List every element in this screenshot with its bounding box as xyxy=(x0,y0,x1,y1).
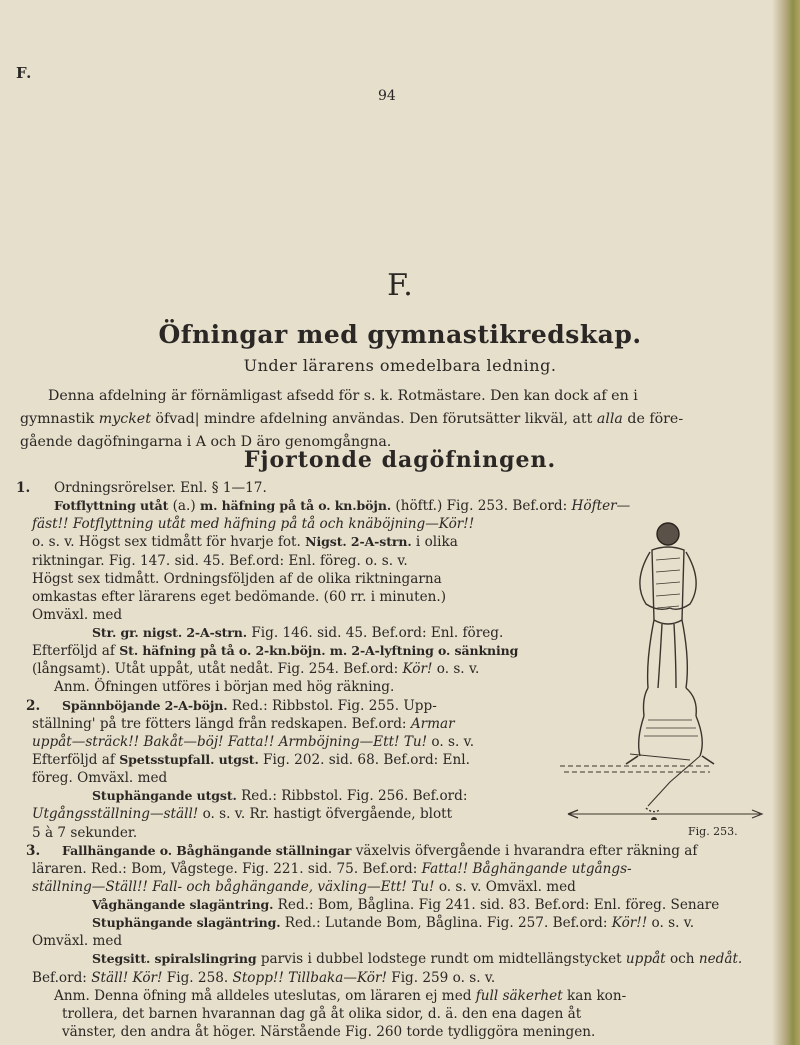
text-line: Stuphängande utgst. Red.: Ribbstol. Fig. 256. Bef.ord: xyxy=(92,788,468,804)
figure-caption: Fig. 253. xyxy=(688,825,738,838)
text-line: Efterföljd af St. häfning på tå o. 2-kn.böjn. m. 2-A-lyftning o. sänkning xyxy=(32,643,519,659)
text-line: föreg. Omväxl. med xyxy=(32,770,168,786)
item-number: 3. xyxy=(26,843,41,859)
text-line: fäst!! Fotflyttning utåt med häfning på tå och knäböjning—Kör!! xyxy=(32,516,475,532)
text-line: Str. gr. nigst. 2-A-strn. Fig. 146. sid. 45. Bef.ord: Enl. föreg. xyxy=(92,625,504,641)
section-subtitle: Under lärarens omedelbara ledning. xyxy=(243,356,557,375)
text-line: Bef.ord: Ställ! Kör! Fig. 258. Stopp!! Tillbaka—Kör! Fig. 259 o. s. v. xyxy=(32,970,496,986)
text-line: Fotflyttning utåt (a.) m. häfning på tå o. kn.böjn. (höftf.) Fig. 253. Bef.ord: Höfter— xyxy=(54,498,631,514)
text-line: Fallhängande o. Båghängande ställningar växelvis öfvergående i hvarandra efter räkning af xyxy=(62,843,698,859)
text-line: Våghängande slagäntring. Red.: Bom, Båglina. Fig 241. sid. 83. Bef.ord: Enl. föreg. Senare xyxy=(92,897,720,913)
text-line: vänster, den andra åt höger. Närstående Fig. 260 torde tydliggöra meningen. xyxy=(62,1024,596,1040)
intro-text: gymnastik xyxy=(20,411,99,427)
intro-emphasis: mycket xyxy=(98,411,151,427)
text-line: Anm. Denna öfning må alldeles uteslutas, om läraren ej med full säkerhet kan kon- xyxy=(54,988,627,1004)
text-line: Utgångsställning—ställ! o. s. v. Rr. hastigt öfvergående, blott xyxy=(32,806,453,822)
text-line: Spännböjande 2-A-böjn. Red.: Ribbstol. Fig. 255. Upp- xyxy=(62,698,437,714)
section-letter: F. xyxy=(387,268,413,303)
text-line: Stegsitt. spiralslingring parvis i dubbel lodstege rundt om midtellängstycket uppåt och nedåt. xyxy=(92,951,743,967)
intro-line xyxy=(20,408,790,431)
intro-emphasis: alla xyxy=(596,411,623,427)
text-line: Omväxl. med xyxy=(32,933,123,949)
text-line: Efterföljd af Spetsstupfall. utgst. Fig. 202. sid. 68. Bef.ord: Enl. xyxy=(32,752,470,768)
text-line: riktningar. Fig. 147. sid. 45. Bef.ord: Enl. föreg. o. s. v. xyxy=(32,553,408,569)
text-line: 5 à 7 sekunder. xyxy=(32,825,138,841)
text-line: Anm. Öfningen utföres i början med hög räkning. xyxy=(54,679,395,695)
foot-marker-icon xyxy=(651,817,657,820)
corner-mark: F. xyxy=(16,64,33,82)
page-number: 94 xyxy=(378,88,396,104)
item-number: 1. xyxy=(16,480,31,496)
text-line: o. s. v. Högst sex tidmått för hvarje fot. Nigst. 2-A-strn. i olika xyxy=(32,534,458,550)
text-line: trollera, det barnen hvarannan dag gå åt olika sidor, d. ä. den ena dagen åt xyxy=(62,1006,582,1022)
intro-text: gående dagöfningarna i A och D äro genomgångna. xyxy=(20,434,392,450)
text-line: ställning—Ställ!! Fall- och båghängande, växling—Ett! Tu! o. s. v. Omväxl. med xyxy=(32,879,576,895)
exercise-figure-illustration xyxy=(550,520,780,820)
intro-paragraph xyxy=(20,385,790,454)
text-line: Stuphängande slagäntring. Red.: Lutande Bom, Båglina. Fig. 257. Bef.ord: Kör!! o. s. v. xyxy=(92,915,695,931)
text-line: ställning' på tre fötters längd från redskapen. Bef.ord: Armar xyxy=(32,716,455,732)
item-number: 2. xyxy=(26,698,41,714)
text-line: Omväxl. med xyxy=(32,607,123,623)
intro-text: de före- xyxy=(622,411,684,427)
section-title: Öfningar med gymnastikredskap. xyxy=(158,320,642,349)
text-line: Högst sex tidmått. Ordningsföljden af de olika riktningarna xyxy=(32,571,442,587)
text-line: uppåt—sträck!! Bakåt—böj! Fatta!! Armböjning—Ett! Tu! o. s. v. xyxy=(32,734,475,750)
intro-text: öfvad| mindre afdelning användas. Den förutsätter likväl, att xyxy=(150,411,597,427)
text-line: läraren. Red.: Bom, Vågstege. Fig. 221. sid. 75. Bef.ord: Fatta!! Båghängande utgångs- xyxy=(32,861,632,877)
intro-line xyxy=(20,385,790,408)
intro-text: Denna afdelning är förnämligast afsedd för s. k. Rotmästare. Den kan dock af en i xyxy=(48,388,638,404)
text-line: Ordningsrörelser. Enl. § 1—17. xyxy=(54,480,267,496)
text-line: omkastas efter lärarens eget bedömande. (60 rr. i minuten.) xyxy=(32,589,447,605)
lesson-heading: Fjortonde dagöfningen. xyxy=(243,447,557,473)
text-line: (långsamt). Utåt uppåt, utåt nedåt. Fig. 254. Bef.ord: Kör! o. s. v. xyxy=(32,661,480,677)
